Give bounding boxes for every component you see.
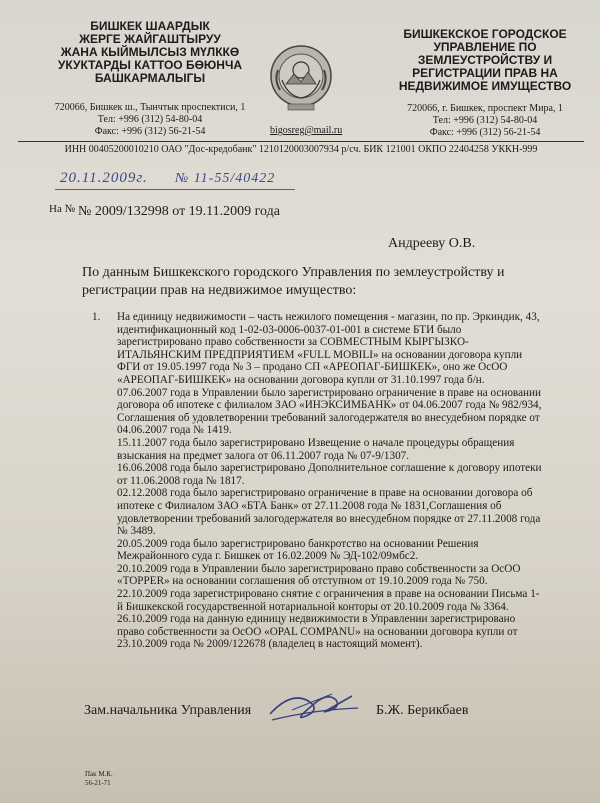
registration-entry: 07.06.2007 года в Управлении было зарегистрировано ограничение в праве на основании договора об ипотеке с филиалом ЗАО «ИНЭКСИМБАНК» от 04.06.2007 года № 982/934, Соглашения об удовлетворении требований залогодержателя во внесудебном порядке от 04.06.2007 года № 1419. bbox=[117, 386, 542, 437]
registration-entry: 20.10.2009 года в Управлении было зарегистрировано право собственности за ОсОО «TOPPER» на основании соглашения об отступном от 19.10.2009 года № 750. bbox=[117, 562, 521, 588]
registration-entry: 15.11.2007 года было зарегистрировано Извещение о начале процедуры обращения взыскания на предмет залога от 06.11.2007 года № 07-9/1307. bbox=[117, 436, 515, 462]
header-left-line: ЖЕРГЕ ЖАЙГАШТЫРУУ bbox=[79, 32, 221, 46]
header-kyrgyz-title bbox=[30, 20, 270, 85]
left-fax: Факс: +996 (312) 56-21-54 bbox=[94, 126, 206, 137]
outgoing-date: 20.11.2009г. bbox=[60, 170, 148, 186]
executor-phone: 56-21-71 bbox=[85, 779, 111, 787]
registration-entry: 16.06.2008 года было зарегистрировано Дополнительное соглашение к договору ипотеки от 11.06.2008 года № 1817. bbox=[117, 462, 542, 487]
header-russian-title bbox=[380, 28, 590, 93]
executor-footer bbox=[85, 770, 113, 788]
right-address: 720066, г. Бишкек, проспект Мира, 1 bbox=[407, 103, 563, 114]
state-emblem-icon bbox=[268, 40, 334, 118]
executor-name: Пак М.К. bbox=[85, 770, 113, 778]
handwritten-signature-icon bbox=[262, 680, 362, 730]
header-left-line: БАШКАРМАЛЫГЫ bbox=[94, 71, 206, 85]
registration-list bbox=[92, 311, 544, 651]
left-address-block bbox=[30, 102, 270, 138]
registration-entry: 26.10.2009 года на данную единицу недвижимости в Управлении зарегистрировано право собственности за ОсОО «OPAL COMPANU» на основании договора купли от 23.10.2009 года № 2009/122678 (владелец в настоящий момент). bbox=[117, 613, 518, 651]
list-item bbox=[117, 311, 544, 651]
stamp-underline bbox=[55, 189, 295, 190]
header-left-line: ЖАНА КЫЙМЫЛСЫЗ МҮЛККӨ bbox=[60, 45, 240, 59]
reference-number: № 2009/132998 от 19.11.2009 года bbox=[78, 204, 280, 219]
registration-entry: 22.10.2009 года зарегистрировано снятие с ограничения в праве на основании Письма 1-й Бишкекской государственной нотариальной конторы от 20.10.2009 года № 3364. bbox=[117, 588, 540, 613]
right-address-block bbox=[380, 103, 590, 139]
registration-entry: 02.12.2008 года было зарегистрировано ограничение в праве на основании договора об ипотеке с Филиалом ЗАО «БТА Банк» от 27.11.2008 года № 1831,Соглашения об удовлетворении требований залогодержателя во внесудебном порядке от 27.11.2008 года № 3489. bbox=[117, 487, 541, 538]
header-left-line: БИШКЕК ШААРДЫК bbox=[90, 19, 210, 33]
right-fax: Факс: +996 (312) 56-21-54 bbox=[429, 127, 541, 138]
left-phone: Тел: +996 (312) 54-80-04 bbox=[97, 114, 203, 125]
header-left-line: УКУКТАРДЫ КАТТОО БӨЮНЧА bbox=[57, 58, 243, 72]
email-link[interactable]: bigosreg@mail.ru bbox=[270, 125, 343, 136]
header-right-line: НЕДВИЖИМОЕ ИМУЩЕСТВО bbox=[398, 79, 572, 93]
signatory-title: Зам.начальника Управления bbox=[84, 703, 252, 718]
header-right-line: БИШКЕКСКОЕ ГОРОДСКОЕ bbox=[403, 27, 567, 41]
list-item-number: 1. bbox=[92, 311, 101, 323]
bank-details: ИНН 00405200010210 ОАО "Дос-кредобанк" 1210120003007934 р/сч. БИК 121001 ОКПО 22404258 УККН-999 bbox=[18, 141, 584, 155]
registration-entry: 20.05.2009 года было зарегистрировано банкротство на основании Решения Межрайонного суда г. Бишкек от 16.02.2009 № ЭД-102/09мбс2. bbox=[117, 537, 479, 563]
left-address: 720066, Бишкек ш., Тынчтык проспектиси, 1 bbox=[54, 102, 246, 113]
header-right-line: РЕГИСТРАЦИИ ПРАВ НА bbox=[412, 66, 558, 80]
signatory-name: Б.Ж. Берикбаев bbox=[376, 703, 469, 718]
addressee: Андрееву О.В. bbox=[388, 236, 476, 251]
reference-label: На № bbox=[49, 203, 76, 215]
registration-entry: На единицу недвижимости – часть нежилого помещения - магазин, по пр. Эркиндик, 43, идентификационный код 1-02-03-0006-0037-01-001 в системе БТИ было зарегистрировано право собственности за СОВМЕСТНЫМ КЫРГЫЗКО-ИТАЛЬЯНСКИМ ПРЕДПРИЯТИЕМ «FULL MOBILI» на основании договора купли ФГИ от 19.05.1997 года № 3 – продано СП «АРЕОПАГ-БИШКЕК», оно же ОсОО «АРЕОПАГ-БИШКЕК» на основании договора купли от 31.10.1997 года б/н. bbox=[117, 311, 540, 386]
intro-paragraph: По данным Бишкекского городского Управления по землеустройству и регистрации прав на недвижимое имущество: bbox=[82, 265, 505, 298]
right-phone: Тел: +996 (312) 54-80-04 bbox=[432, 115, 538, 126]
header-right-line: ЗЕМЛЕУСТРОЙСТВУ И bbox=[417, 53, 553, 67]
header-right-line: УПРАВЛЕНИЕ ПО bbox=[433, 40, 537, 54]
outgoing-number: № 11-55/40422 bbox=[175, 171, 276, 186]
